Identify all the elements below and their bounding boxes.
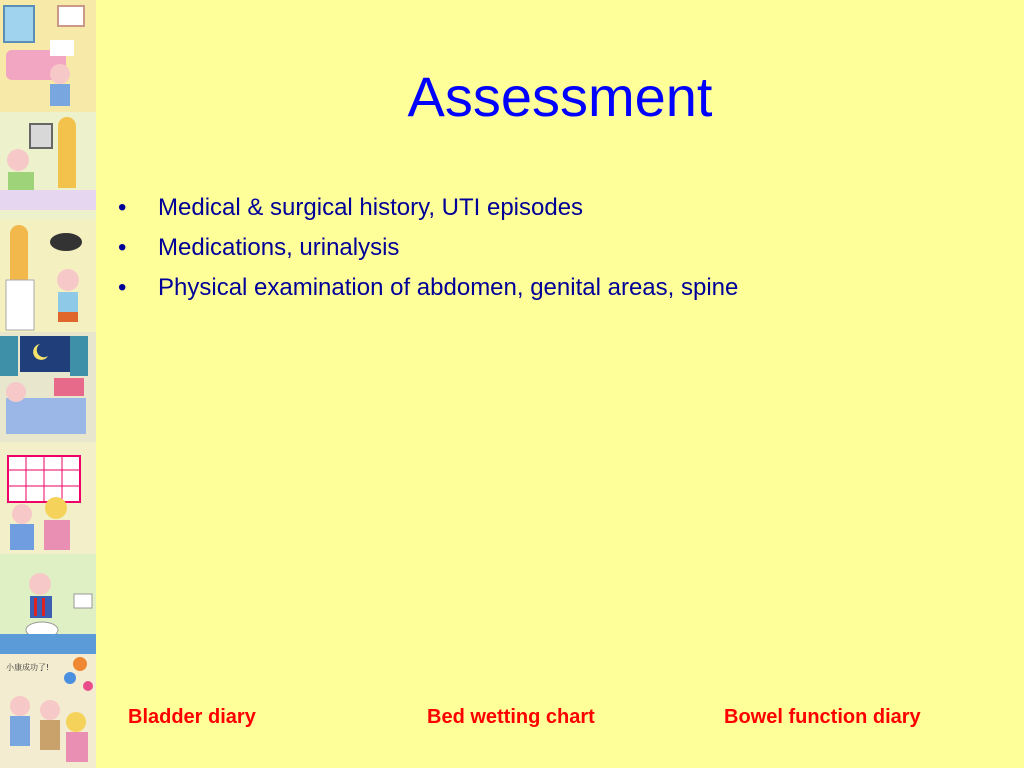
slide-title: Assessment [407, 65, 713, 128]
bullet-item [118, 268, 738, 308]
toilet-pig-icon [0, 554, 96, 654]
bullet-text: Medications, urinalysis [158, 234, 400, 261]
calendar-chart-icon [0, 442, 96, 554]
night-bed-icon [0, 332, 96, 442]
bullet-text: Medical & surgical history, UTI episodes [158, 194, 584, 221]
bedroom-pig-icon [0, 0, 96, 112]
giraffe-exam-icon [0, 220, 96, 332]
footer-links [0, 706, 1024, 736]
doctor-giraffe-icon [0, 112, 96, 220]
bed-wetting-chart-link[interactable]: Bed wetting chart [427, 706, 595, 728]
bullet-glyph: • [118, 194, 127, 221]
bullet-text: Physical examination of abdomen, genital areas, spine [158, 274, 739, 301]
bullet-glyph: • [118, 234, 127, 261]
illustration-strip [0, 0, 96, 768]
bowel-function-diary-link[interactable]: Bowel function diary [724, 706, 921, 728]
bullet-item [118, 188, 738, 228]
illustration-caption: 小康成功了! [6, 663, 50, 672]
bullet-list [118, 188, 738, 308]
bullet-glyph: • [118, 274, 127, 301]
bullet-item [118, 228, 738, 268]
bladder-diary-link[interactable]: Bladder diary [128, 706, 256, 728]
